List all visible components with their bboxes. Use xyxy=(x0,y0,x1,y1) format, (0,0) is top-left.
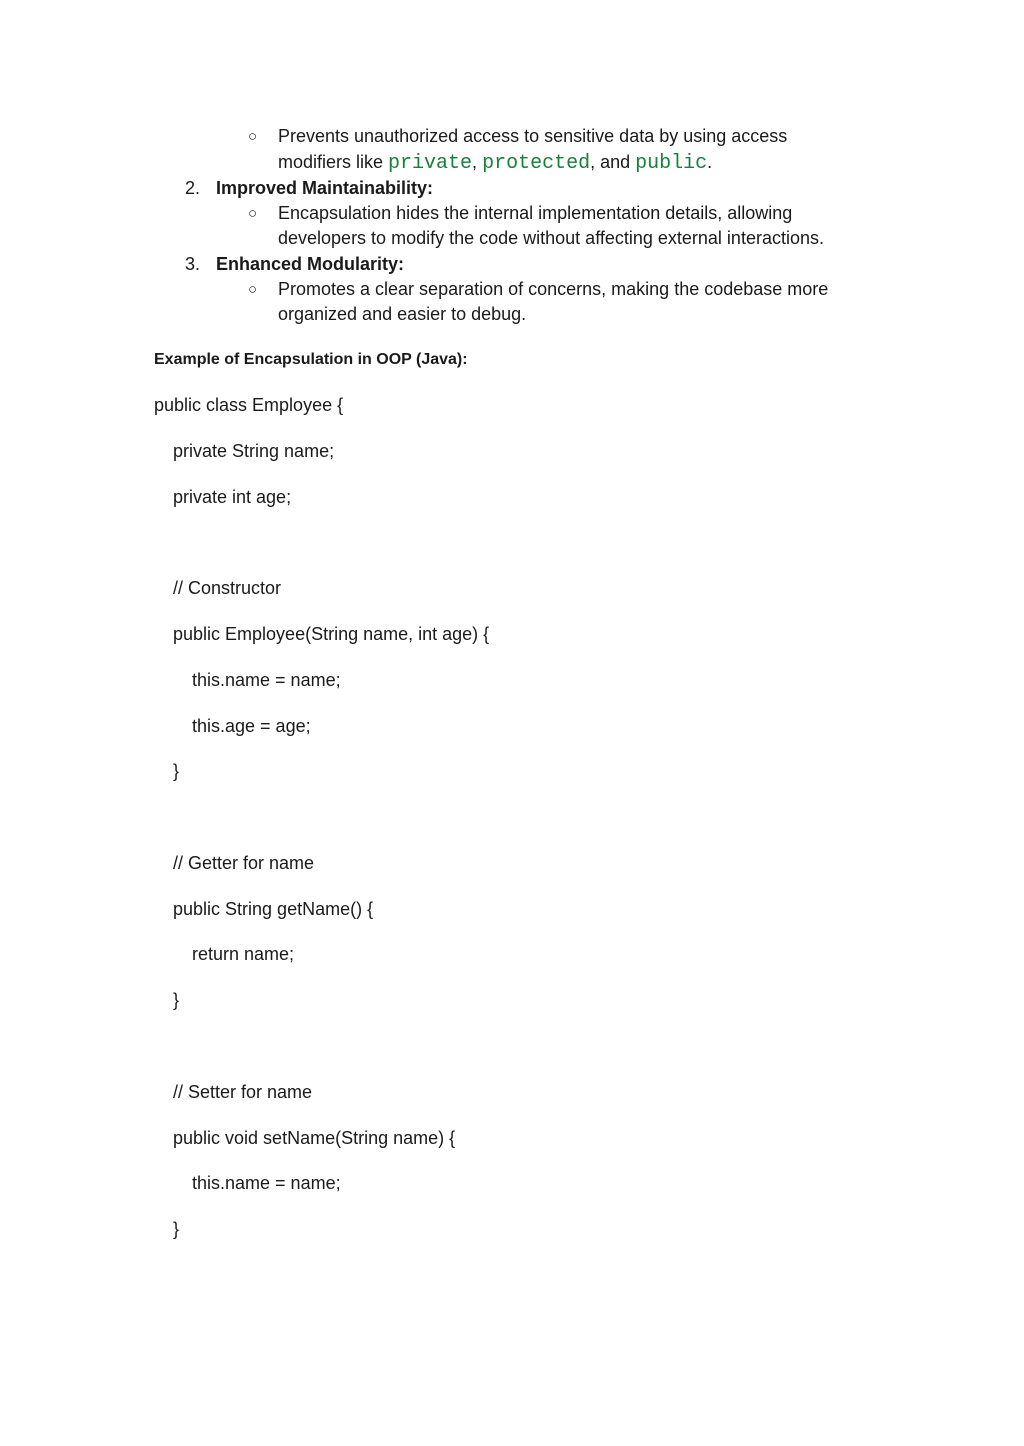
separator-2: , and xyxy=(590,152,636,172)
code-comment: // Setter for name xyxy=(173,1082,313,1102)
item2-bullet-line2: developers to modify the code without affecting external interactions. xyxy=(278,228,824,248)
code-comment: // Constructor xyxy=(173,578,282,598)
code-line: public class Employee { xyxy=(154,395,344,415)
code-line: } xyxy=(173,990,180,1010)
code-line: this.name = name; xyxy=(192,670,341,690)
code-line: public String getName() { xyxy=(173,899,374,919)
list-number-2: 2. xyxy=(185,178,201,198)
item1-bullet-line2 xyxy=(278,150,712,176)
code-line: this.age = age; xyxy=(192,716,311,736)
inline-code-public: public xyxy=(635,152,708,175)
code-line: public void setName(String name) { xyxy=(173,1128,456,1148)
code-line: } xyxy=(173,1219,180,1239)
item3-bullet-line2: organized and easier to debug. xyxy=(278,304,527,324)
item1-text-prefix: modifiers like xyxy=(278,152,389,172)
item3-title: Enhanced Modularity: xyxy=(216,254,405,274)
code-comment: // Getter for name xyxy=(173,853,315,873)
bullet-glyph: ○ xyxy=(248,281,258,298)
item1-bullet-line1: Prevents unauthorized access to sensitive data by using access xyxy=(278,126,788,146)
code-line: } xyxy=(173,761,180,781)
code-line: return name; xyxy=(192,944,295,964)
code-line: public Employee(String name, int age) { xyxy=(173,624,490,644)
inline-code-protected: protected xyxy=(482,152,591,175)
code-line: private String name; xyxy=(173,441,335,461)
item2-title: Improved Maintainability: xyxy=(216,178,434,198)
item3-bullet-line1: Promotes a clear separation of concerns, making the codebase more xyxy=(278,279,829,299)
bullet-glyph: ○ xyxy=(248,205,258,222)
example-heading: Example of Encapsulation in OOP (Java): xyxy=(154,351,468,368)
code-line: this.name = name; xyxy=(192,1173,341,1193)
item1-suffix: . xyxy=(707,152,713,172)
separator-1: , xyxy=(472,152,483,172)
list-number-3: 3. xyxy=(185,254,201,274)
item2-bullet-line1: Encapsulation hides the internal implementation details, allowing xyxy=(278,203,793,223)
bullet-glyph: ○ xyxy=(248,128,258,145)
inline-code-private: private xyxy=(388,152,473,175)
code-line: private int age; xyxy=(173,487,292,507)
